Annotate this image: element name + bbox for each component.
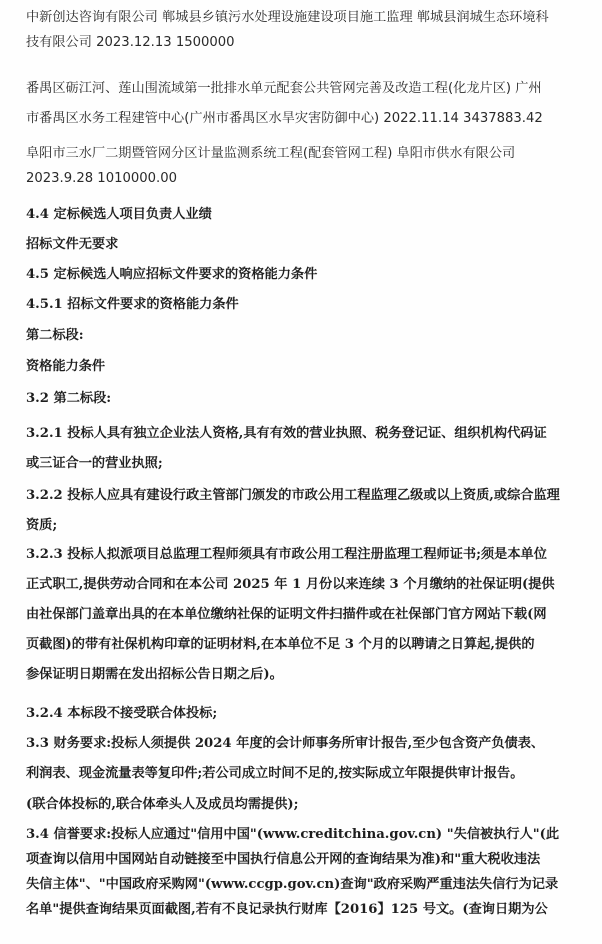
clause-3-3 xyxy=(26,735,586,782)
text-line: 4.4 定标候选人项目负责人业绩 xyxy=(26,207,212,222)
clause-3-2-4 xyxy=(26,705,586,722)
text-line: 第二标段: xyxy=(26,328,84,343)
clause-3-2-3 xyxy=(26,546,586,683)
text-line: 参保证明日期需在发出招标公告日期之后)。 xyxy=(26,667,283,682)
text-block xyxy=(26,80,586,127)
text-line: 3.2.1 投标人具有独立企业法人资格,具有有效的营业执照、税务登记证、组织机构代码证 xyxy=(26,426,547,441)
text-line: 利润表、现金流量表等复印件;若公司成立时间不足的,按实际成立年限提供审计报告。 xyxy=(26,766,524,781)
section-heading xyxy=(26,296,586,313)
text-line: 3.2.2 投标人应具有建设行政主管部门颁发的市政公用工程监理乙级或以上资质,或综合监理 xyxy=(26,488,560,503)
text-line: 失信主体"、"中国政府采购网"(www.ccgp.gov.cn)查询"政府采购严重违法失信行为记录 xyxy=(26,877,559,892)
section-heading xyxy=(26,206,586,223)
text-block xyxy=(26,796,586,813)
text-line: 3.3 财务要求:投标人须提供 2024 年度的会计师事务所审计报告,至少包含资产负债表、 xyxy=(26,736,545,751)
text-line: 名单"提供查询结果页面截图,若有不良记录执行财库【2016】125 号文。(查询日期为公 xyxy=(26,902,548,917)
text-line: 资格能力条件 xyxy=(26,359,106,374)
text-line: (联合体投标的,联合体牵头人及成员均需提供); xyxy=(26,797,299,812)
text-line: 3.4 信誉要求:投标人应通过"信用中国"(www.creditchina.gov.cn) "失信被执行人"(此 xyxy=(26,827,560,842)
text-line: 中新创达咨询有限公司 郸城县乡镇污水处理设施建设项目施工监理 郸城县润城生态环境科 xyxy=(26,10,549,25)
clause-3-2-1 xyxy=(26,425,586,472)
text-line: 市番禺区水务工程建管中心(广州市番禺区水旱灾害防御中心) 2022.11.14 3437883.42 xyxy=(26,111,543,126)
text-block xyxy=(26,236,586,253)
text-line: 4.5.1 招标文件要求的资格能力条件 xyxy=(26,297,239,312)
text-line: 项查询以信用中国网站自动链接至中国执行信息公开网的查询结果为准)和"重大税收违法 xyxy=(26,852,541,867)
text-line: 资质; xyxy=(26,518,58,533)
text-line: 2023.9.28 1010000.00 xyxy=(26,171,178,186)
text-line: 招标文件无要求 xyxy=(26,237,119,252)
text-line: 正式职工,提供劳动合同和在本公司 2025 年 1 月份以来连续 3 个月缴纳的社保证明(提供 xyxy=(26,577,555,592)
section-heading xyxy=(26,327,586,344)
text-line: 由社保部门盖章出具的在本单位缴纳社保的证明文件扫描件或在社保部门官方网站下载(网 xyxy=(26,607,547,622)
text-block xyxy=(26,9,586,51)
text-line: 或三证合一的营业执照; xyxy=(26,456,163,471)
text-line: 3.2 第二标段: xyxy=(26,391,112,406)
text-line: 页截图)的带有社保机构印章的证明材料,在本单位不足 3 个月的以聘请之日算起,提供的 xyxy=(26,637,535,652)
text-line: 4.5 定标候选人响应招标文件要求的资格能力条件 xyxy=(26,267,318,282)
section-heading xyxy=(26,390,586,407)
text-block xyxy=(26,145,586,187)
text-line: 番禺区砺江河、莲山围流域第一批排水单元配套公共管网完善及改造工程(化龙片区) 广州 xyxy=(26,81,542,96)
section-heading xyxy=(26,266,586,283)
section-heading xyxy=(26,358,586,375)
text-line: 阜阳市三水厂二期暨管网分区计量监测系统工程(配套管网工程) 阜阳市供水有限公司 xyxy=(26,146,516,161)
clause-3-4 xyxy=(26,826,586,918)
text-line: 3.2.4 本标段不接受联合体投标; xyxy=(26,706,218,721)
text-line: 技有限公司 2023.12.13 1500000 xyxy=(26,35,235,50)
clause-3-2-2 xyxy=(26,487,586,534)
text-line: 3.2.3 投标人拟派项目总监理工程师须具有市政公用工程注册监理工程师证书;须是本单位 xyxy=(26,547,547,562)
